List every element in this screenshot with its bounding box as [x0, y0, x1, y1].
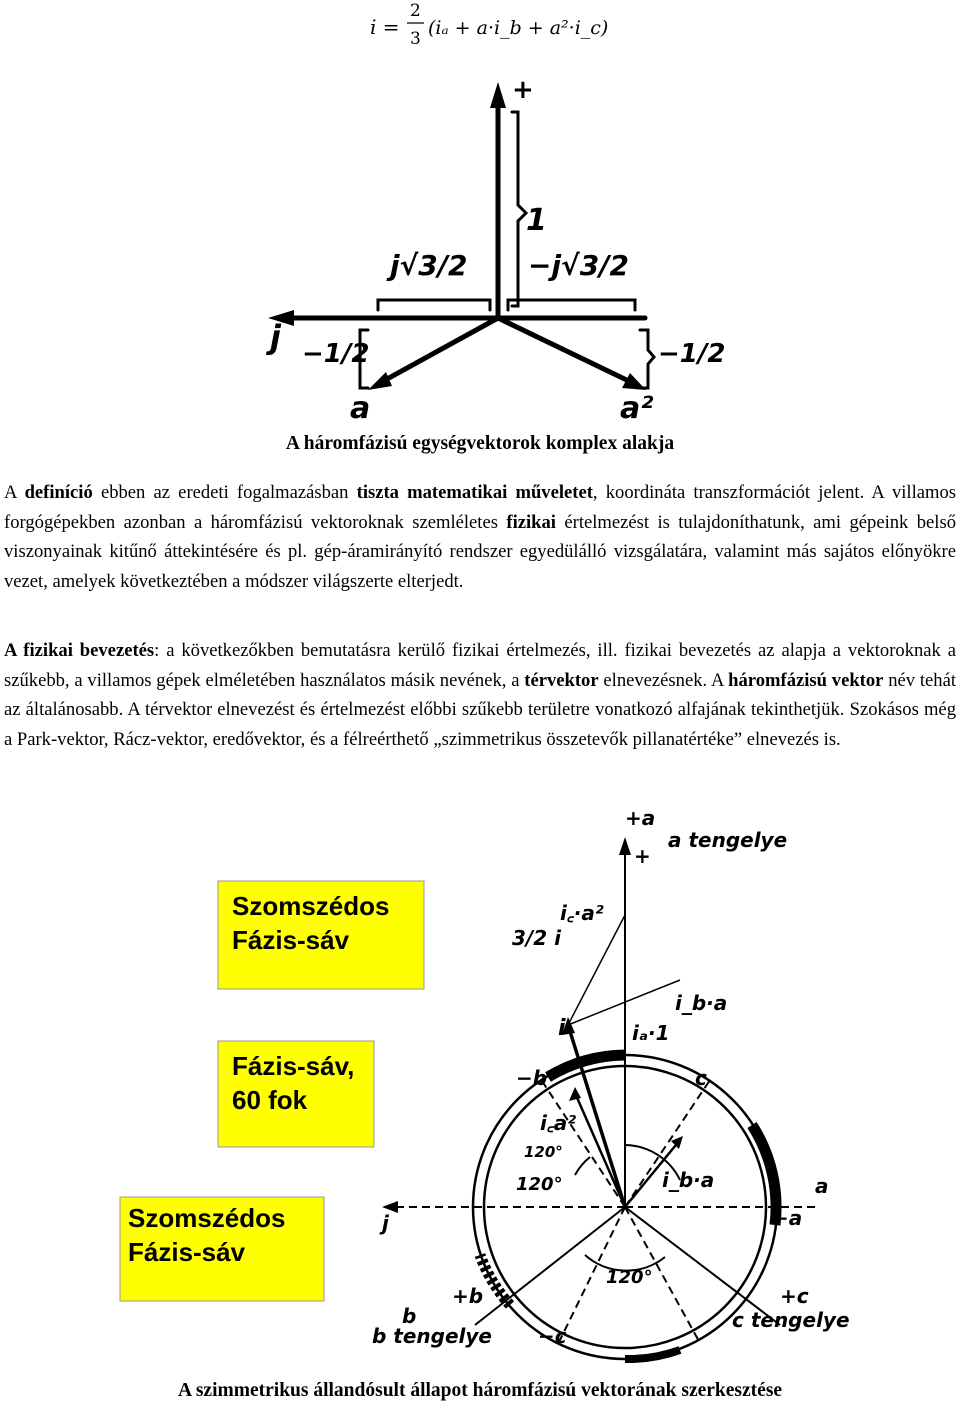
formula-numerator: 2	[410, 1, 421, 21]
svg-text:a tengelye: a tengelye	[668, 828, 788, 852]
label-minus-j-sqrt3-2: −j√3/2	[528, 249, 629, 282]
svg-text:+c: +c	[780, 1284, 809, 1308]
formula-rhs: (iₐ + a·i_b + a²·i_c)	[428, 17, 609, 39]
svg-text:iₐ·1: iₐ·1	[632, 1021, 670, 1045]
svg-text:Fázis-sáv: Fázis-sáv	[128, 1237, 246, 1267]
svg-text:Szomszédos: Szomszédos	[128, 1203, 286, 1233]
label-minus-half-right: −1/2	[658, 339, 726, 369]
svg-text:−a: −a	[772, 1206, 803, 1230]
svg-text:c: c	[695, 1066, 707, 1090]
svg-text:3/2 i: 3/2 i	[512, 926, 561, 950]
label-a2: a²	[620, 391, 654, 426]
svg-text:−c: −c	[538, 1324, 567, 1348]
svg-text:120°: 120°	[516, 1174, 563, 1195]
unit-vector-diagram	[250, 70, 726, 430]
svg-text:120°: 120°	[524, 1143, 563, 1161]
construction-diagram	[120, 795, 860, 1365]
svg-text:i꜀a²: i꜀a²	[540, 1111, 577, 1135]
svg-text:i: i	[558, 1016, 566, 1041]
svg-text:b: b	[402, 1304, 417, 1328]
figure2-caption: A szimmetrikus állandósult állapot háromfázisú vektorának szerkesztése	[177, 1380, 783, 1401]
label-j-sqrt3-2: j√3/2	[390, 249, 468, 282]
label-a: a	[350, 391, 371, 426]
svg-text:Szomszédos: Szomszédos	[232, 891, 390, 921]
label-plus: +	[512, 75, 534, 105]
formula-lhs: i =	[370, 15, 400, 39]
svg-text:Fázis-sáv,: Fázis-sáv,	[232, 1051, 355, 1081]
formula-denominator: 3	[410, 29, 421, 49]
svg-text:i_b·a: i_b·a	[662, 1168, 715, 1192]
svg-text:j: j	[382, 1211, 389, 1235]
svg-text:i_b·a: i_b·a	[675, 991, 728, 1015]
formula	[370, 0, 609, 52]
svg-text:120°: 120°	[606, 1267, 653, 1288]
paragraph-definition: A definíció ebben az eredeti fogalmazásban tiszta matematikai műveletet, koordináta transzformációt jelent. A villamos forgógépekben azonban a háromfázisú vektoroknak szemléletes fizikai értelmezést is tulajdoníthatunk, ami gépeink belső viszonyainak kitűnő áttekintésére és pl. gép-áramirányító rendszer egyedülálló vizsgálatára, valamint más sajátos előnyökre vezet, amelyek következtében a módszer világszerte elterjedt.	[4, 482, 956, 592]
svg-text:i꜀·a²: i꜀·a²	[560, 901, 604, 925]
svg-text:+: +	[634, 844, 651, 868]
svg-text:+b: +b	[452, 1284, 484, 1308]
label-j: j	[270, 318, 281, 356]
svg-text:a: a	[815, 1174, 829, 1198]
svg-text:b tengelye: b tengelye	[372, 1324, 492, 1348]
paragraph-physical-intro: A fizikai bevezetés: a következőkben bemutatásra kerülő fizikai értelmezés, ill. fizikai bevezetés az alapja a vektoroknak a szűkebb, a villamos gépek elméletében használatos másik nevének, a térvektor elnevezésnek. A háromfázisú vektor név tehát az általánosabb. A térvektor elnevezést és értelmezést előbbi szűkebb területre vonatkozó alfajának tekinthetjük. Szokásos még a Park-vektor, Rácz-vektor, eredővektor, és a félreérthető „szimmetrikus összetevők pillanatértéke” elnevezés is.	[4, 640, 957, 750]
svg-text:−b: −b	[516, 1066, 548, 1090]
svg-text:c tengelye: c tengelye	[732, 1308, 850, 1332]
label-minus-half-left: −1/2	[302, 339, 370, 369]
label-one: 1	[526, 203, 547, 238]
figure1-caption: A háromfázisú egységvektorok komplex alakja	[285, 433, 675, 454]
svg-text:60 fok: 60 fok	[232, 1085, 308, 1115]
svg-text:+a: +a	[625, 806, 656, 830]
svg-text:Fázis-sáv: Fázis-sáv	[232, 925, 350, 955]
